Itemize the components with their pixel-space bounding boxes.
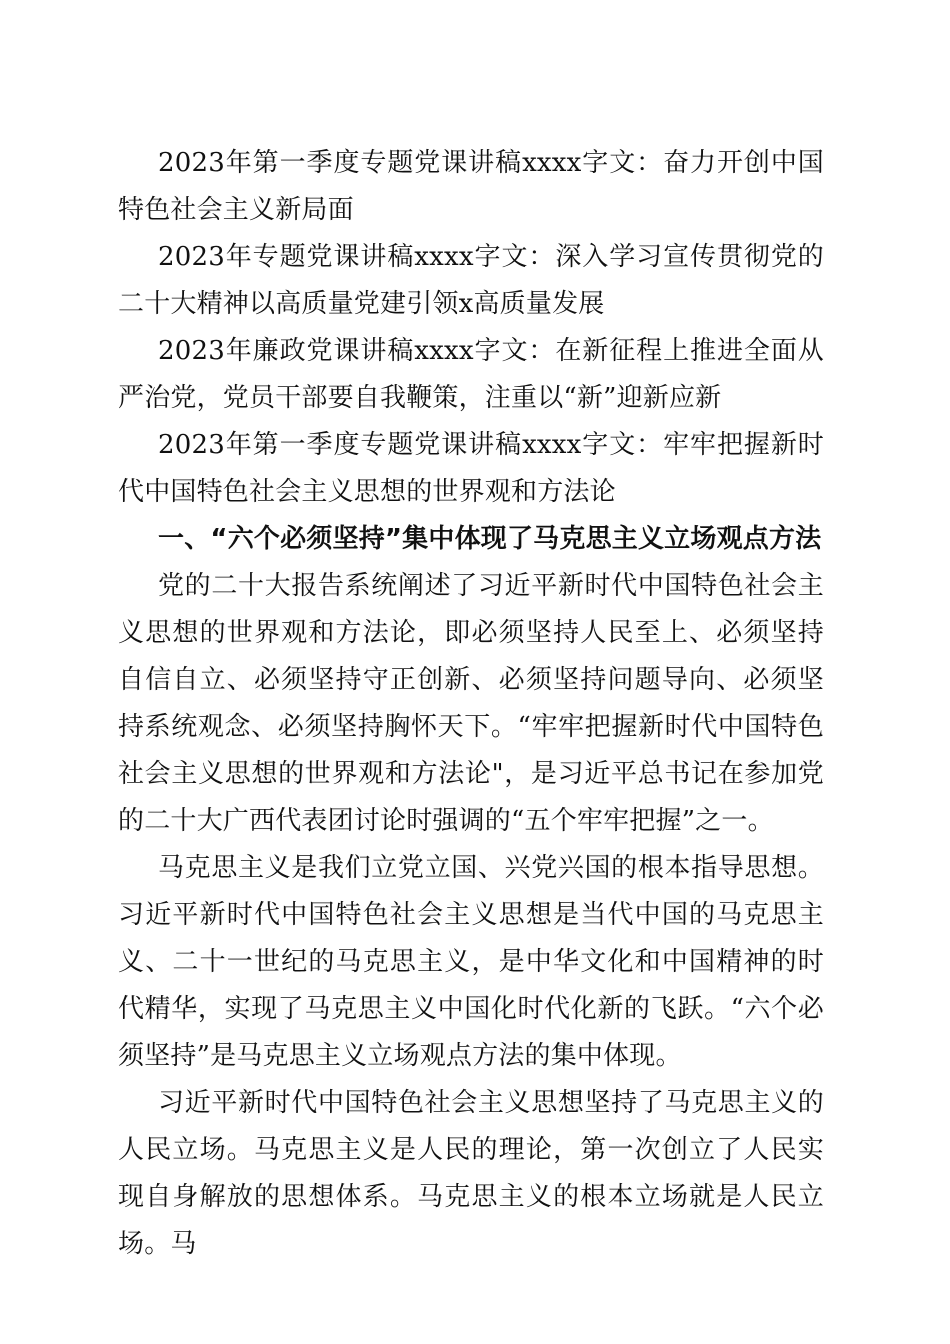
body-paragraph-1: 党的二十大报告系统阐述了习近平新时代中国特色社会主义思想的世界观和方法论，即必须坚持人民至上、必须坚持自信自立、必须坚持守正创新、必须坚持问题导向、必须坚持系统观念、必须坚持胸怀天下。“牢牢把握新时代中国特色社会主义思想的世界观和方法论"，是习近平总书记在参加党的二十大广西代表团讨论时强调的“五个牢牢把握”之一。 — [118, 571, 824, 836]
document-body — [118, 140, 824, 1268]
title-link-4: 2023年第一季度专题党课讲稿xxxx字文：牢牢把握新时代中国特色社会主义思想的世界观和方法论 — [118, 430, 824, 507]
body-paragraph-2: 马克思主义是我们立党立国、兴党兴国的根本指导思想。习近平新时代中国特色社会主义思想是当代中国的马克思主义、二十一世纪的马克思主义，是中华文化和中国精神的时代精华，实现了马克思主义中国化时代化新的飞跃。“六个必须坚持”是马克思主义立场观点方法的集中体现。 — [118, 853, 824, 1071]
body-paragraph-3: 习近平新时代中国特色社会主义思想坚持了马克思主义的人民立场。马克思主义是人民的理论，第一次创立了人民实现自身解放的思想体系。马克思主义的根本立场就是人民立场。马 — [118, 1088, 824, 1259]
section-heading: 一、“六个必须坚持”集中体现了马克思主义立场观点方法 — [158, 524, 822, 554]
title-link-2: 2023年专题党课讲稿xxxx字文：深入学习宣传贯彻党的二十大精神以高质量党建引领x高质量发展 — [118, 242, 824, 319]
title-link-1: 2023年第一季度专题党课讲稿xxxx字文：奋力开创中国特色社会主义新局面 — [118, 148, 824, 225]
title-link-3: 2023年廉政党课讲稿xxxx字文：在新征程上推进全面从严治党，党员干部要自我鞭策，注重以“新”迎新应新 — [118, 336, 824, 413]
